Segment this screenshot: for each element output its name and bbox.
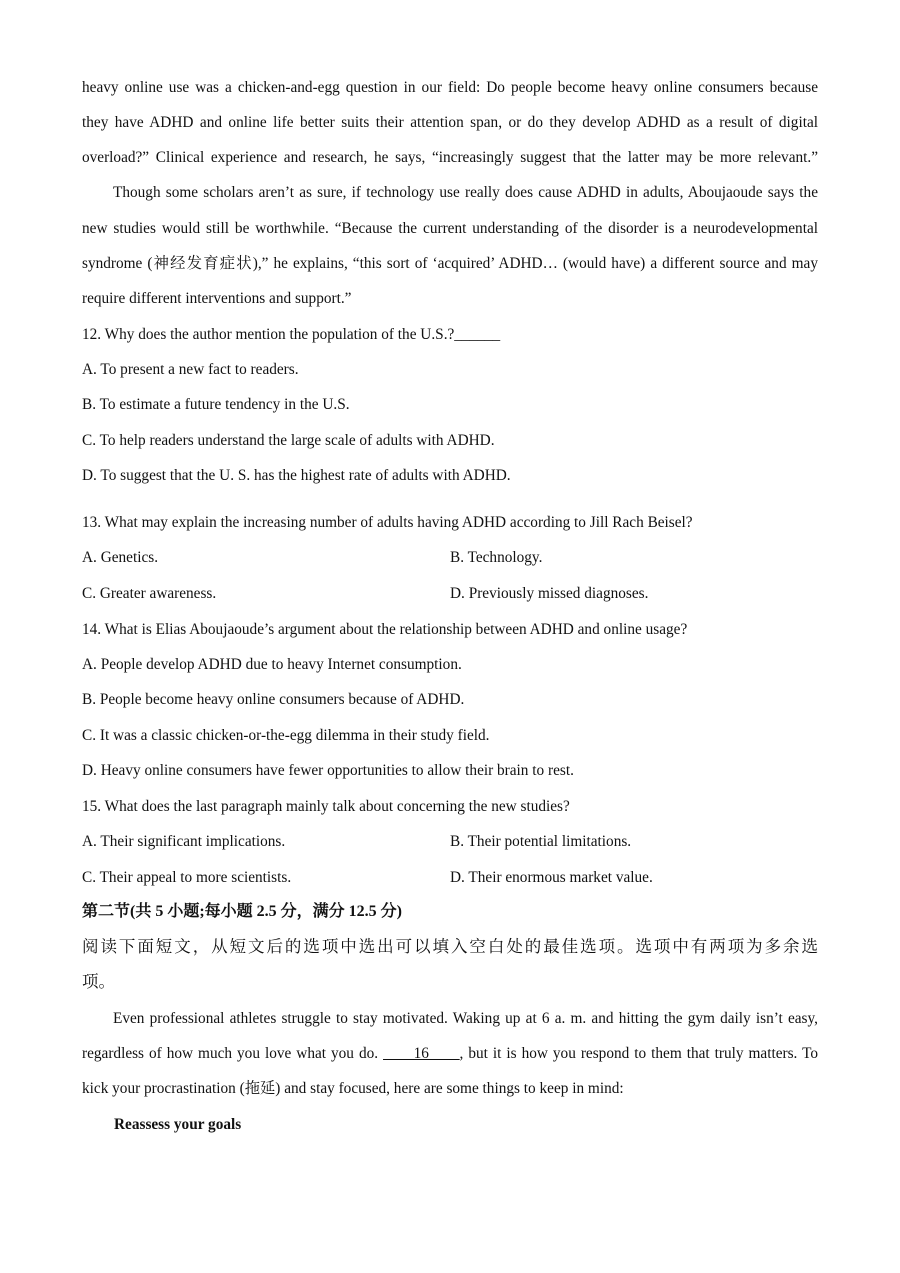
option-a: A. Genetics. — [82, 549, 159, 566]
question-stem: 13. What may explain the increasing number of adults having ADHD according to Jill Rach Beisel? — [82, 514, 693, 531]
subheading: Reassess your goals — [114, 1116, 242, 1133]
text-line: new studies would still be worthwhile. “Because the current understanding of the disorder is a neurodevelopmental — [82, 220, 818, 237]
instruction: 项。 — [82, 972, 115, 991]
blank-16: ____16____ — [383, 1045, 460, 1062]
option-d: D. Previously missed diagnoses. — [450, 585, 649, 602]
option-b: B. To estimate a future tendency in the U.S. — [82, 396, 350, 413]
text-segment: regardless of how much you love what you do. — [82, 1045, 384, 1062]
option-c: C. It was a classic chicken-or-the-egg dilemma in their study field. — [82, 727, 490, 744]
text-segment: , but it is how you respond to them that truly matters. To — [459, 1045, 818, 1062]
text-line: heavy online use was a chicken-and-egg question in our field: Do people become heavy online consumers because — [82, 79, 818, 96]
option-b: B. People become heavy online consumers because of ADHD. — [82, 691, 465, 708]
text-line: Though some scholars aren’t as sure, if technology use really does cause ADHD in adults, Aboujaoude says the — [113, 184, 818, 201]
option-b: B. Their potential limitations. — [450, 833, 632, 850]
option-d: D. To suggest that the U. S. has the highest rate of adults with ADHD. — [82, 467, 511, 484]
text-line: syndrome (神经发育症状),” he explains, “this sort of ‘acquired’ ADHD… (would have) a different source and may — [82, 255, 818, 272]
question-stem: 14. What is Elias Aboujaoude’s argument about the relationship between ADHD and online usage? — [82, 621, 688, 638]
option-d: D. Their enormous market value. — [450, 869, 653, 886]
question-stem: 12. Why does the author mention the population of the U.S.?______ — [82, 326, 501, 343]
option-c: C. To help readers understand the large scale of adults with ADHD. — [82, 432, 495, 449]
option-a: A. Their significant implications. — [82, 833, 286, 850]
option-d: D. Heavy online consumers have fewer opportunities to allow their brain to rest. — [82, 762, 574, 779]
text-line: Even professional athletes struggle to stay motivated. Waking up at 6 a. m. and hitting the gym daily isn’t easy, — [113, 1010, 818, 1027]
option-a: A. People develop ADHD due to heavy Internet consumption. — [82, 656, 462, 673]
text-line: they have ADHD and online life better suits their attention span, or do they develop ADHD as a result of digital — [82, 114, 818, 131]
text-line — [82, 1044, 818, 1064]
question-stem: 15. What does the last paragraph mainly talk about concerning the new studies? — [82, 798, 570, 815]
option-c: C. Greater awareness. — [82, 585, 217, 602]
text-line: kick your procrastination (拖延) and stay focused, here are some things to keep in mind: — [82, 1080, 624, 1097]
option-b: B. Technology. — [450, 549, 543, 566]
option-a: A. To present a new fact to readers. — [82, 361, 299, 378]
option-c: C. Their appeal to more scientists. — [82, 869, 292, 886]
text-line: require different interventions and support.” — [82, 290, 352, 307]
text-line: overload?” Clinical experience and research, he says, “increasingly suggest that the latter may be more relevant.” — [82, 149, 818, 166]
section-heading: 第二节(共 5 小题;每小题 2.5 分，满分 12.5 分) — [82, 903, 402, 920]
instruction: 阅读下面短文，从短文后的选项中选出可以填入空白处的最佳选项。选项中有两项为多余选 — [82, 937, 818, 956]
